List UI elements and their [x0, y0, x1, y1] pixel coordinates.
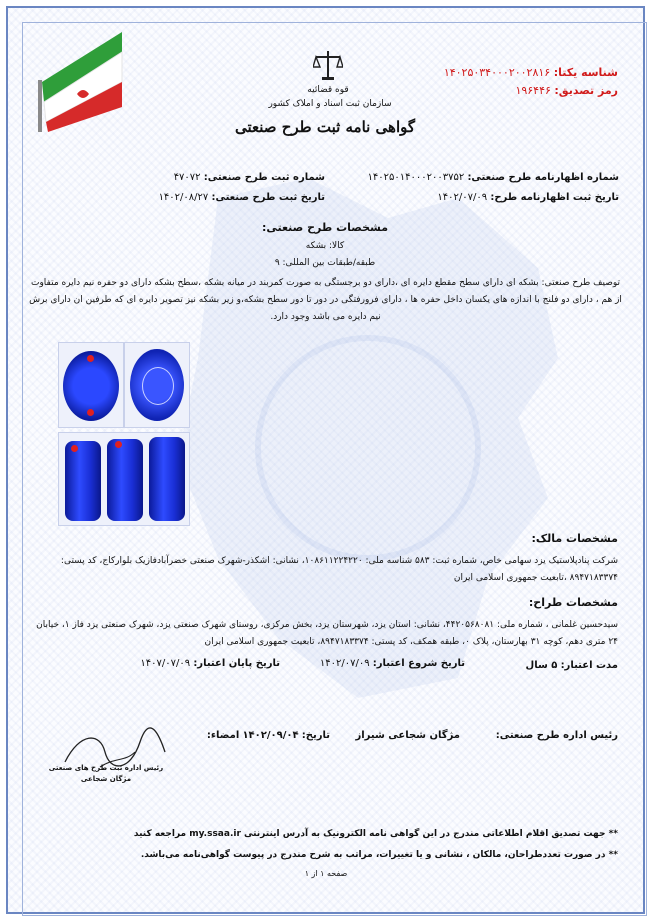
- head-of-office-name: مژگان شجاعی شیراز: [355, 730, 460, 741]
- owner-details: شرکت پنادپلاستیک یزد سهامی خاص، شماره ثبت: ۵۸۳ شناسه ملی: ۱۰۸۶۱۱۲۲۴۲۲۰، نشانی: اشکذر-شهرک صنعتی خضرآبادفازیک بلوارکاج، کد پستی: ۸۹۴۷۱۸۳۳۷۴ ،تابعیت جمهوری اسلامی ایران: [60, 556, 618, 583]
- registration-number-row: [145, 172, 325, 183]
- design-specs-heading: مشخصات طرح صنعتی:: [261, 221, 389, 234]
- signature-date-label: تاریخ:: [301, 730, 330, 741]
- product-image-side-views: [58, 432, 190, 526]
- declaration-number-value: ۱۴۰۲۵۰۱۴۰۰۰۲۰۰۳۷۵۲: [367, 172, 465, 183]
- declaration-date-label: تاریخ ثبت اظهارنامه طرح:: [490, 192, 619, 203]
- national-id-value: ۱۴۰۲۵۰۳۴۰۰۰۲۰۰۲۸۱۶: [443, 66, 551, 79]
- document-title: گواهی نامه ثبت طرح صنعتی: [234, 118, 416, 136]
- declaration-number-label: شماره اظهارنامه طرح صنعتی:: [467, 172, 619, 183]
- registration-date-row: [145, 192, 325, 203]
- designer-details: سیدحسین غلمانی ، شماره ملی: ۴۴۲۰۵۶۸۰۸۱، نشانی: استان یزد، شهرستان یزد، بخش مرکزی، روستای شهرک صنعتی یزد، شهرک صنعتی یزد فاز ۱، خیابان ۲۴ متری دهم، کوچه ۳۱ بهارستان، پلاک ۰، طبقه همکف، کد پستی: ۸۹۴۷۱۸۳۳۷۴، تابعیت جمهوری اسلامی ایران: [36, 620, 618, 647]
- validity-end-value: ۱۴۰۷/۰۷/۰۹: [140, 658, 191, 669]
- stamp-line-2: مژگان شجاعی: [80, 775, 132, 783]
- validity-end-row: [115, 658, 280, 669]
- declaration-number-row: [319, 172, 619, 183]
- validity-start-value: ۱۴۰۲/۰۷/۰۹: [319, 658, 370, 669]
- scales-of-justice-icon: [313, 48, 343, 82]
- validity-duration-row: [488, 660, 618, 671]
- validity-duration-label: مدت اعتبار:: [560, 660, 618, 671]
- goods-text: کالا: بشکه: [305, 241, 345, 251]
- validity-end-label: تاریخ پایان اعتبار:: [193, 658, 280, 669]
- signature-date-row: [180, 730, 330, 741]
- signature-date-value: ۱۴۰۲/۰۹/۰۴: [242, 730, 299, 741]
- iran-flag-icon: [22, 22, 132, 132]
- registration-date-value: ۱۴۰۲/۰۸/۲۷: [158, 192, 209, 203]
- declaration-date-value: ۱۴۰۲/۰۷/۰۹: [437, 192, 488, 203]
- page-number: صفحه ۱ از ۱: [304, 869, 348, 878]
- signature-sign-label: امضاء:: [206, 730, 240, 741]
- national-id-row: [378, 66, 618, 79]
- registration-number-label: شماره ثبت طرح صنعتی:: [203, 172, 325, 183]
- judiciary-text: قوه قضائیه: [307, 85, 349, 95]
- classes-text: طبقه/طبقات بین المللی: ۹: [274, 258, 376, 268]
- declaration-date-row: [319, 192, 619, 203]
- handwritten-signature: [60, 722, 170, 782]
- verify-code-row: [378, 84, 618, 97]
- validity-start-label: تاریخ شروع اعتبار:: [372, 658, 465, 669]
- stamp-line-1: رئیس اداره ثبت طرح های صنعتی: [48, 764, 164, 772]
- verify-code-value: ۱۹۶۴۴۶: [515, 84, 551, 97]
- national-id-label: شناسه یکتا:: [553, 66, 618, 79]
- design-description: توصیف طرح صنعتی: بشکه ای دارای سطح مقطع دایره ای ،دارای دو برجستگی به صورت کمربند در میانه بشکه ،سطح بشکه دارای دو حفره نیم دایره متفاوت از هم ، دارای دو فلنج با اندازه های یکسان داخل حفره ها ، دارای فرورفتگی در دور تا دور سطح بشکه،و زیر بشکه نیز تصویر دایره ای که طرفین ان دارای برش نیم دایره می باشد وجود دارد.: [29, 278, 622, 322]
- footer-note-verify: ** جهت تصدیق اقلام اطلاعاتی مندرج در این گواهی نامه الکترونیک به آدرس اینترنتی my.ssaa.ir مراجعه کنید: [133, 829, 618, 839]
- designer-heading: مشخصات طراح:: [528, 596, 618, 609]
- validity-start-row: [285, 658, 465, 669]
- organization-text: سازمان ثبت اسناد و املاک کشور: [268, 99, 392, 109]
- product-image-bottom-view: [124, 342, 190, 428]
- footer-note-changes: ** در صورت تعددطراحان، مالکان ، نشانی و یا تغییرات، مراتب به شرح مندرج در پیوست گواهی‌نامه می‌باشد.: [140, 850, 618, 860]
- validity-duration-value: ۵ سال: [525, 660, 558, 671]
- product-image-top-view-1: [58, 342, 124, 428]
- head-of-office-label: رئیس اداره طرح صنعتی:: [495, 730, 618, 741]
- registration-date-label: تاریخ ثبت طرح صنعتی:: [211, 192, 325, 203]
- owner-heading: مشخصات مالک:: [531, 532, 618, 545]
- registration-number-value: ۴۷۰۷۲: [173, 172, 201, 183]
- verify-code-label: رمز تصدیق:: [554, 84, 618, 97]
